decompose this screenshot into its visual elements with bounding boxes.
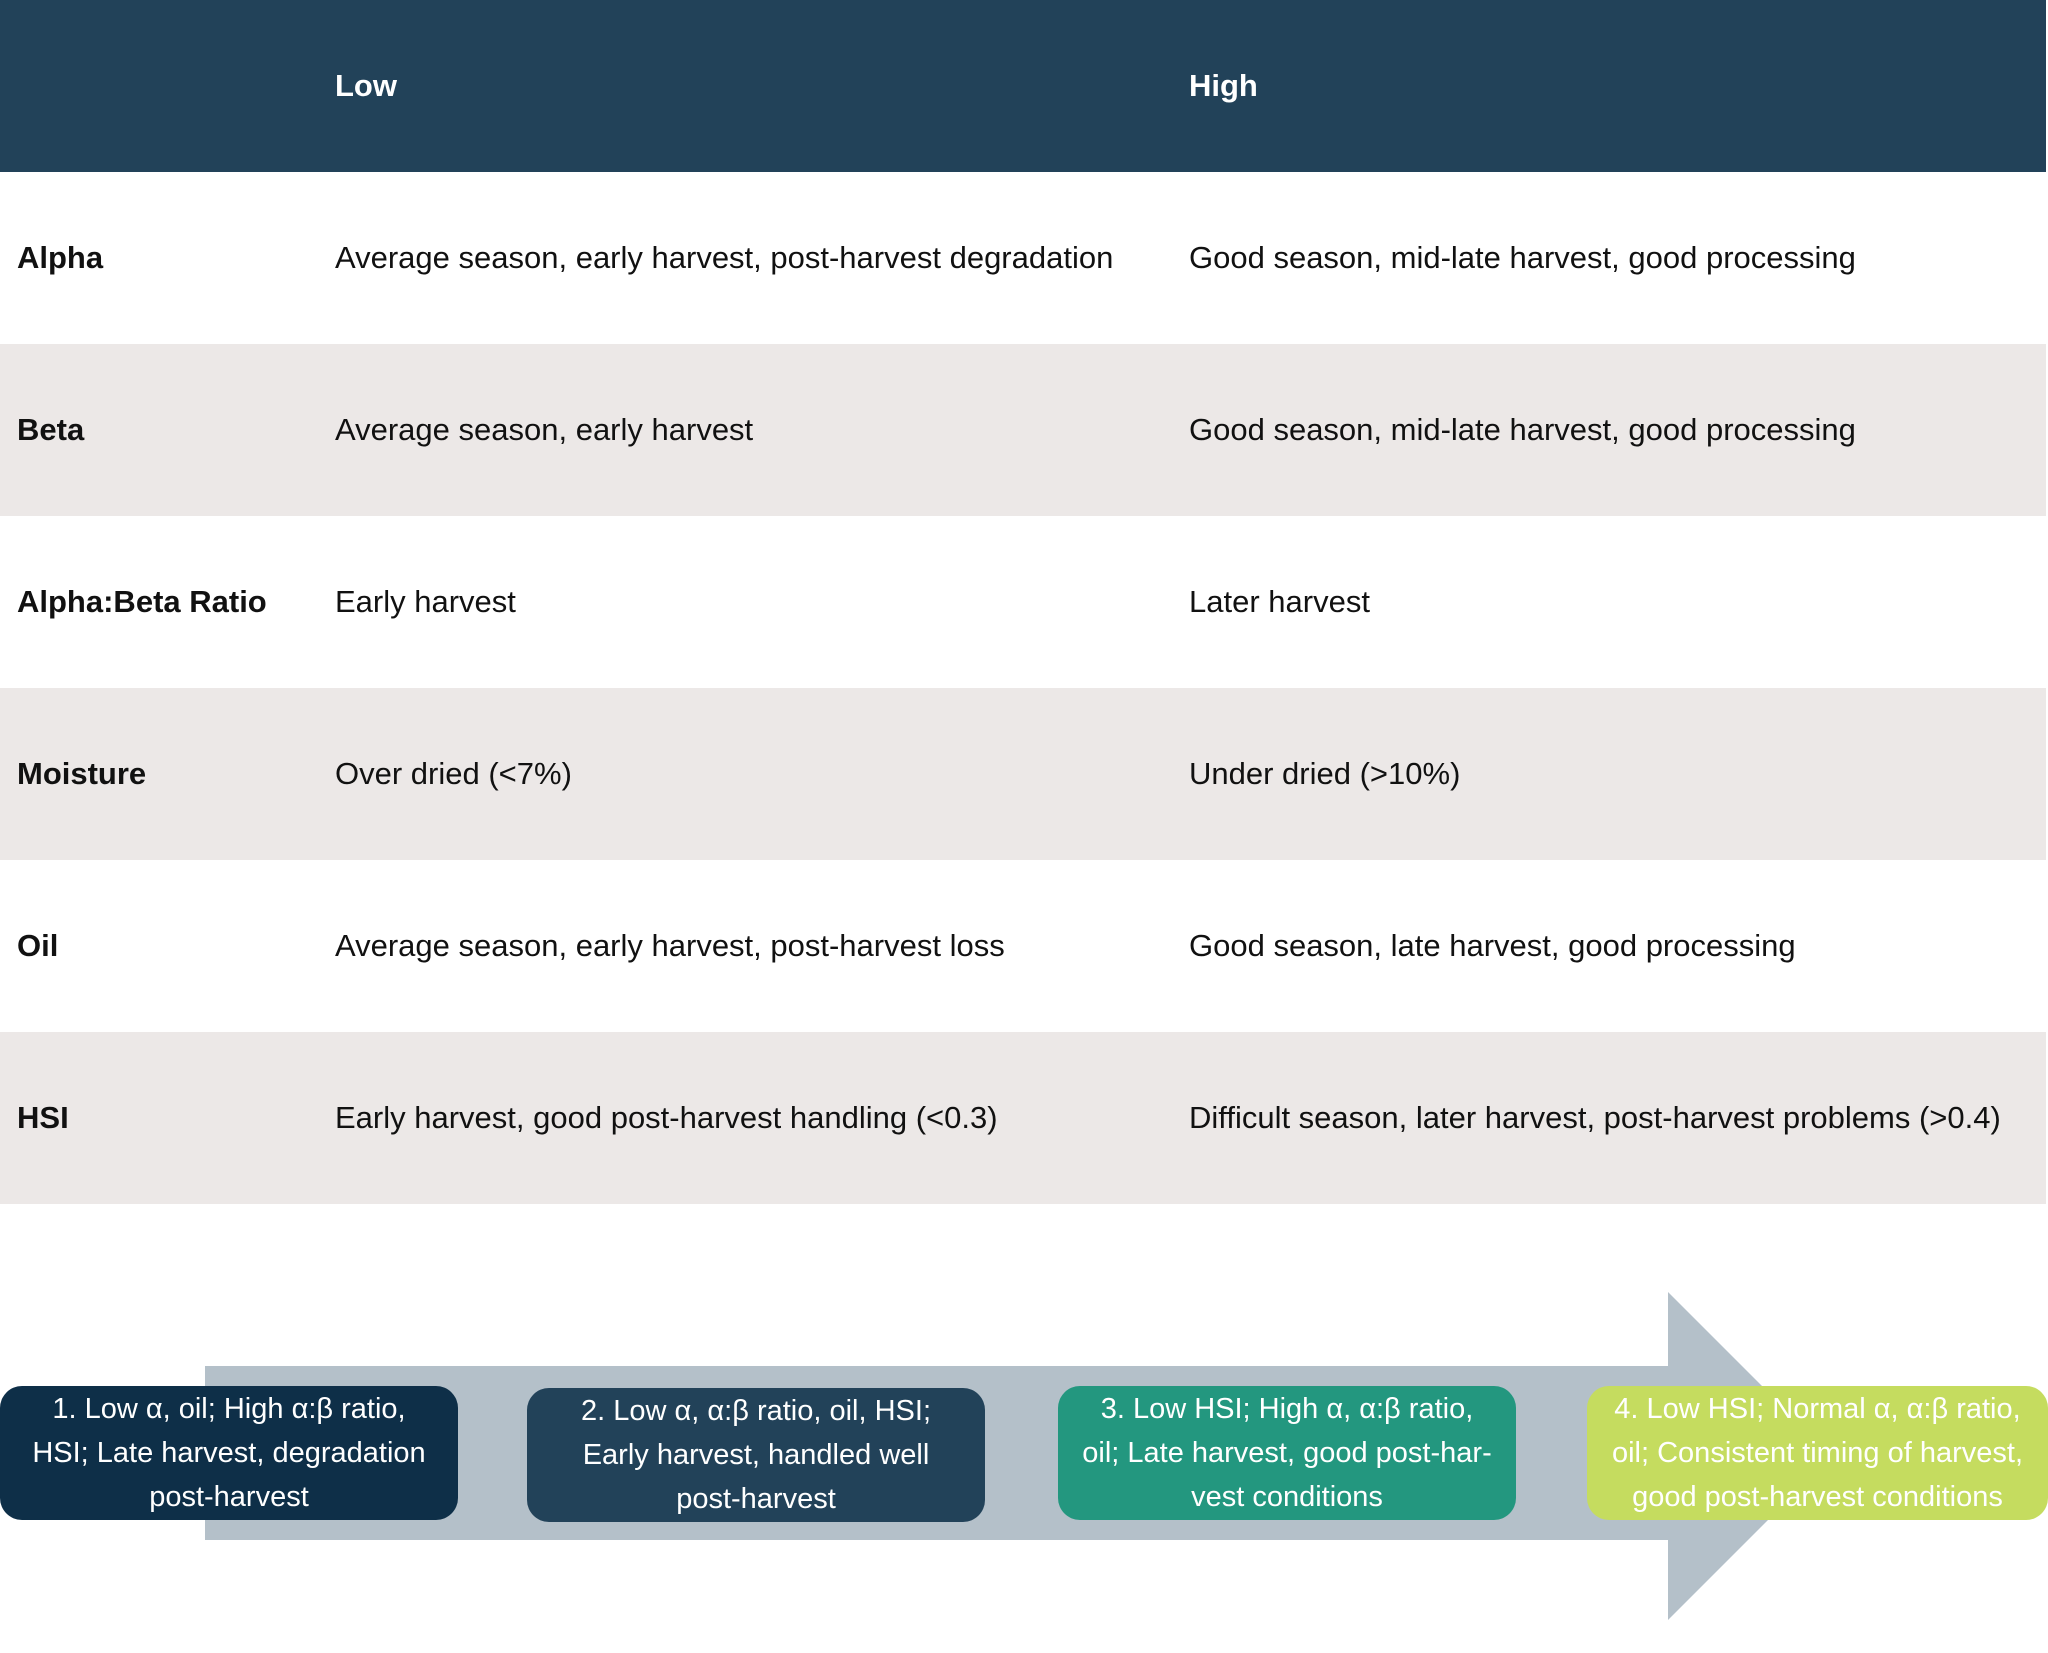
row-high-value: Good season, mid-late harvest, good processing bbox=[1189, 412, 1856, 447]
stage-2-text bbox=[581, 1389, 931, 1521]
row-high-value: Difficult season, later harvest, post-harvest problems (>0.4) bbox=[1189, 1100, 2001, 1135]
stage-2-box bbox=[527, 1388, 985, 1522]
row-label: Beta bbox=[17, 412, 85, 447]
table-header-row bbox=[0, 0, 2046, 172]
row-low-value: Over dried (<7%) bbox=[335, 756, 572, 791]
stage-1-text bbox=[32, 1387, 425, 1519]
stage-4-line: 4. Low HSI; Normal α, α:β ratio, bbox=[1614, 1393, 2021, 1425]
row-low-value: Average season, early harvest, post-harvest degradation bbox=[335, 240, 1114, 275]
table-row-hsi bbox=[0, 1032, 2046, 1204]
stage-4-text bbox=[1612, 1387, 2023, 1519]
header-high: High bbox=[1189, 68, 1258, 103]
stage-4-line: oil; Consistent timing of harvest, bbox=[1611, 1437, 2023, 1469]
row-label: HSI bbox=[17, 1100, 69, 1135]
row-low-value: Average season, early harvest bbox=[335, 412, 754, 447]
table-row-alpha bbox=[0, 172, 2046, 344]
row-high-value: Later harvest bbox=[1189, 584, 1370, 619]
stage-1-line: post-harvest bbox=[149, 1481, 309, 1513]
stage-3-box bbox=[1058, 1386, 1516, 1520]
table-row-alpha-beta-ratio bbox=[0, 516, 2046, 688]
row-label: Alpha bbox=[17, 240, 104, 275]
stage-2-line: Early harvest, handled well bbox=[582, 1439, 930, 1471]
stage-3-line: oil; Late harvest, good post-har- bbox=[1082, 1437, 1492, 1469]
stage-4-box bbox=[1587, 1386, 2048, 1520]
stage-3-text bbox=[1082, 1387, 1491, 1519]
row-label: Oil bbox=[17, 928, 59, 963]
row-high-value: Good season, late harvest, good processing bbox=[1189, 928, 1796, 963]
stage-2-line: 2. Low α, α:β ratio, oil, HSI; bbox=[581, 1395, 931, 1427]
stage-4-line: good post-harvest conditions bbox=[1632, 1481, 2003, 1513]
stage-1-line: 1. Low α, oil; High α:β ratio, bbox=[52, 1393, 406, 1425]
row-low-value: Early harvest, good post-harvest handling (<0.3) bbox=[335, 1100, 998, 1135]
stage-2-line: post-harvest bbox=[676, 1483, 836, 1515]
header-low: Low bbox=[335, 68, 397, 103]
row-low-value: Average season, early harvest, post-harvest loss bbox=[335, 928, 1005, 963]
table-row-beta bbox=[0, 344, 2046, 516]
stage-1-box bbox=[0, 1386, 458, 1520]
row-label: Moisture bbox=[17, 756, 147, 791]
stage-3-line: vest conditions bbox=[1191, 1481, 1383, 1513]
stage-1-line: HSI; Late harvest, degradation bbox=[32, 1437, 426, 1469]
row-high-value: Under dried (>10%) bbox=[1189, 756, 1461, 791]
table-row-moisture bbox=[0, 688, 2046, 860]
table-row-oil bbox=[0, 860, 2046, 1032]
row-label: Alpha:Beta Ratio bbox=[17, 584, 267, 619]
row-high-value: Good season, mid-late harvest, good processing bbox=[1189, 240, 1856, 275]
stage-3-line: 3. Low HSI; High α, α:β ratio, bbox=[1100, 1393, 1474, 1425]
row-low-value: Early harvest bbox=[335, 584, 516, 619]
